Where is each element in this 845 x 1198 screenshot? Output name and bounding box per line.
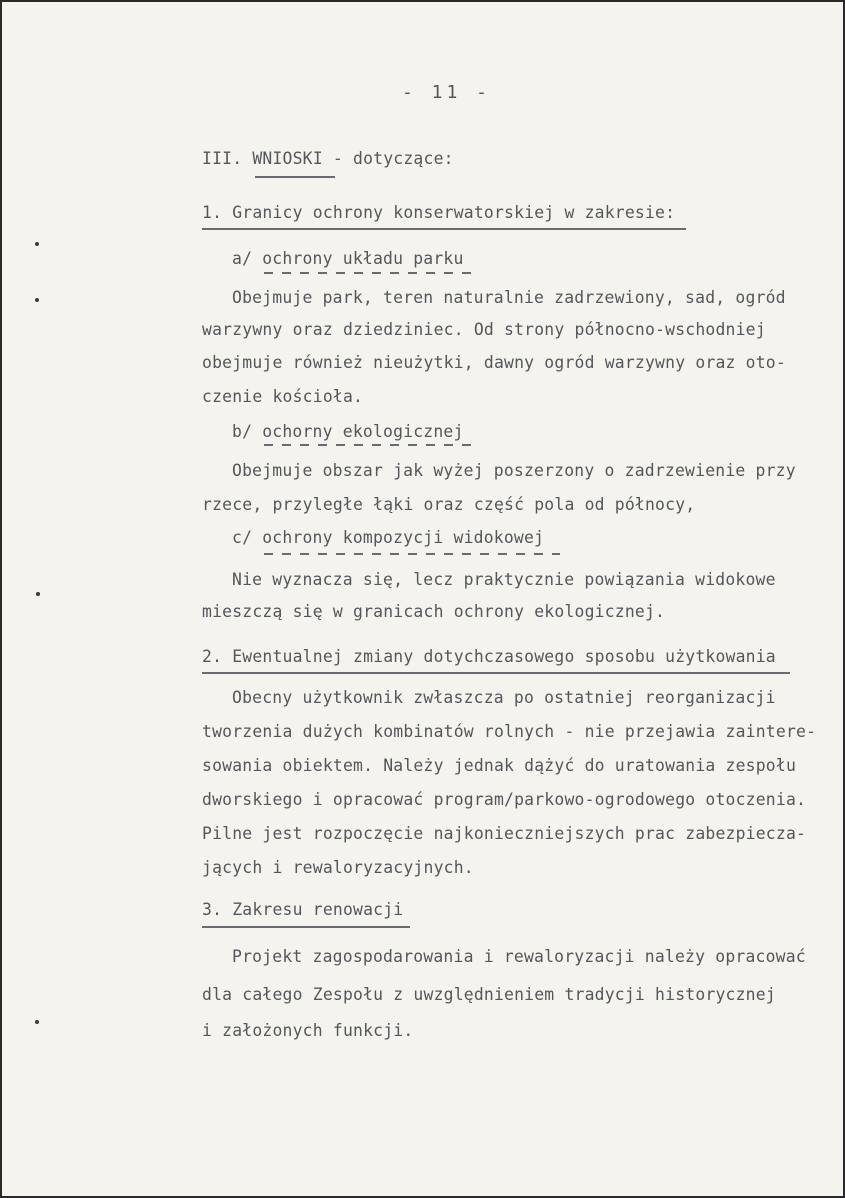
punch-mark	[35, 242, 39, 246]
point1-a-line-4: czenie kościoła.	[202, 387, 364, 406]
point2-line-5: Pilne jest rozpoczęcie najkonieczniejszych prac zabezpiecza-	[202, 824, 807, 843]
point1-c-heading-underline	[264, 553, 560, 555]
punch-mark	[35, 1020, 39, 1024]
point3-line-3: i założonych funkcji.	[202, 1021, 414, 1040]
punch-mark	[36, 592, 40, 596]
point3-heading: 3. Zakresu renowacji	[202, 900, 404, 919]
point2-line-6: jących i rewaloryzacyjnych.	[202, 858, 474, 877]
point1-c-line-2: mieszczą się w granicach ochrony ekologicznej.	[202, 602, 666, 621]
point1-a-line-3: obejmuje również nieużytki, dawny ogród warzywny oraz oto-	[202, 353, 786, 372]
point1-c-heading: c/ ochrony kompozycji widokowej	[232, 528, 545, 547]
punch-mark	[35, 298, 39, 302]
point3-line-2: dla całego Zespołu z uwzględnieniem tradycji historycznej	[202, 985, 776, 1004]
point1-a-line-1: Obejmuje park, teren naturalnie zadrzewiony, sad, ogród	[232, 288, 786, 307]
point1-b-heading: b/ ochorny ekologicznej	[232, 422, 464, 441]
section-heading: III. WNIOSKI - dotyczące:	[202, 149, 454, 168]
point1-heading: 1. Granicy ochrony konserwatorskiej w zakresie:	[202, 203, 676, 222]
page-number: - 11 -	[402, 82, 492, 103]
point1-heading-underline	[202, 228, 686, 230]
point1-a-heading-underline	[264, 272, 477, 274]
point1-c-line-1: Nie wyznacza się, lecz praktycznie powiązania widokowe	[232, 570, 776, 589]
point2-line-1: Obecny użytkownik zwłaszcza po ostatniej reorganizacji	[232, 688, 776, 707]
point2-line-2: tworzenia dużych kombinatów rolnych - nie przejawia zaintere-	[202, 722, 817, 741]
point2-heading-underline	[202, 672, 790, 674]
point3-line-1: Projekt zagospodarowania i rewaloryzacji należy opracować	[232, 947, 806, 966]
point1-b-line-1: Obejmuje obszar jak wyżej poszerzony o zadrzewienie przy	[232, 461, 796, 480]
section-heading-underline	[255, 176, 335, 178]
point3-heading-underline	[202, 926, 410, 928]
point2-heading: 2. Ewentualnej zmiany dotychczasowego sposobu użytkowania	[202, 647, 776, 666]
point2-line-3: sowania obiektem. Należy jednak dążyć do uratowania zespołu	[202, 756, 797, 775]
point1-a-heading: a/ ochrony układu parku	[232, 249, 464, 268]
point1-b-heading-underline	[264, 444, 477, 446]
point1-a-line-2: warzywny oraz dziedziniec. Od strony północno-wschodniej	[202, 320, 766, 339]
point2-line-4: dworskiego i opracować program/parkowo-ogrodowego otoczenia.	[202, 790, 807, 809]
point1-b-line-2: rzece, przyległe łąki oraz część pola od północy,	[202, 495, 696, 514]
